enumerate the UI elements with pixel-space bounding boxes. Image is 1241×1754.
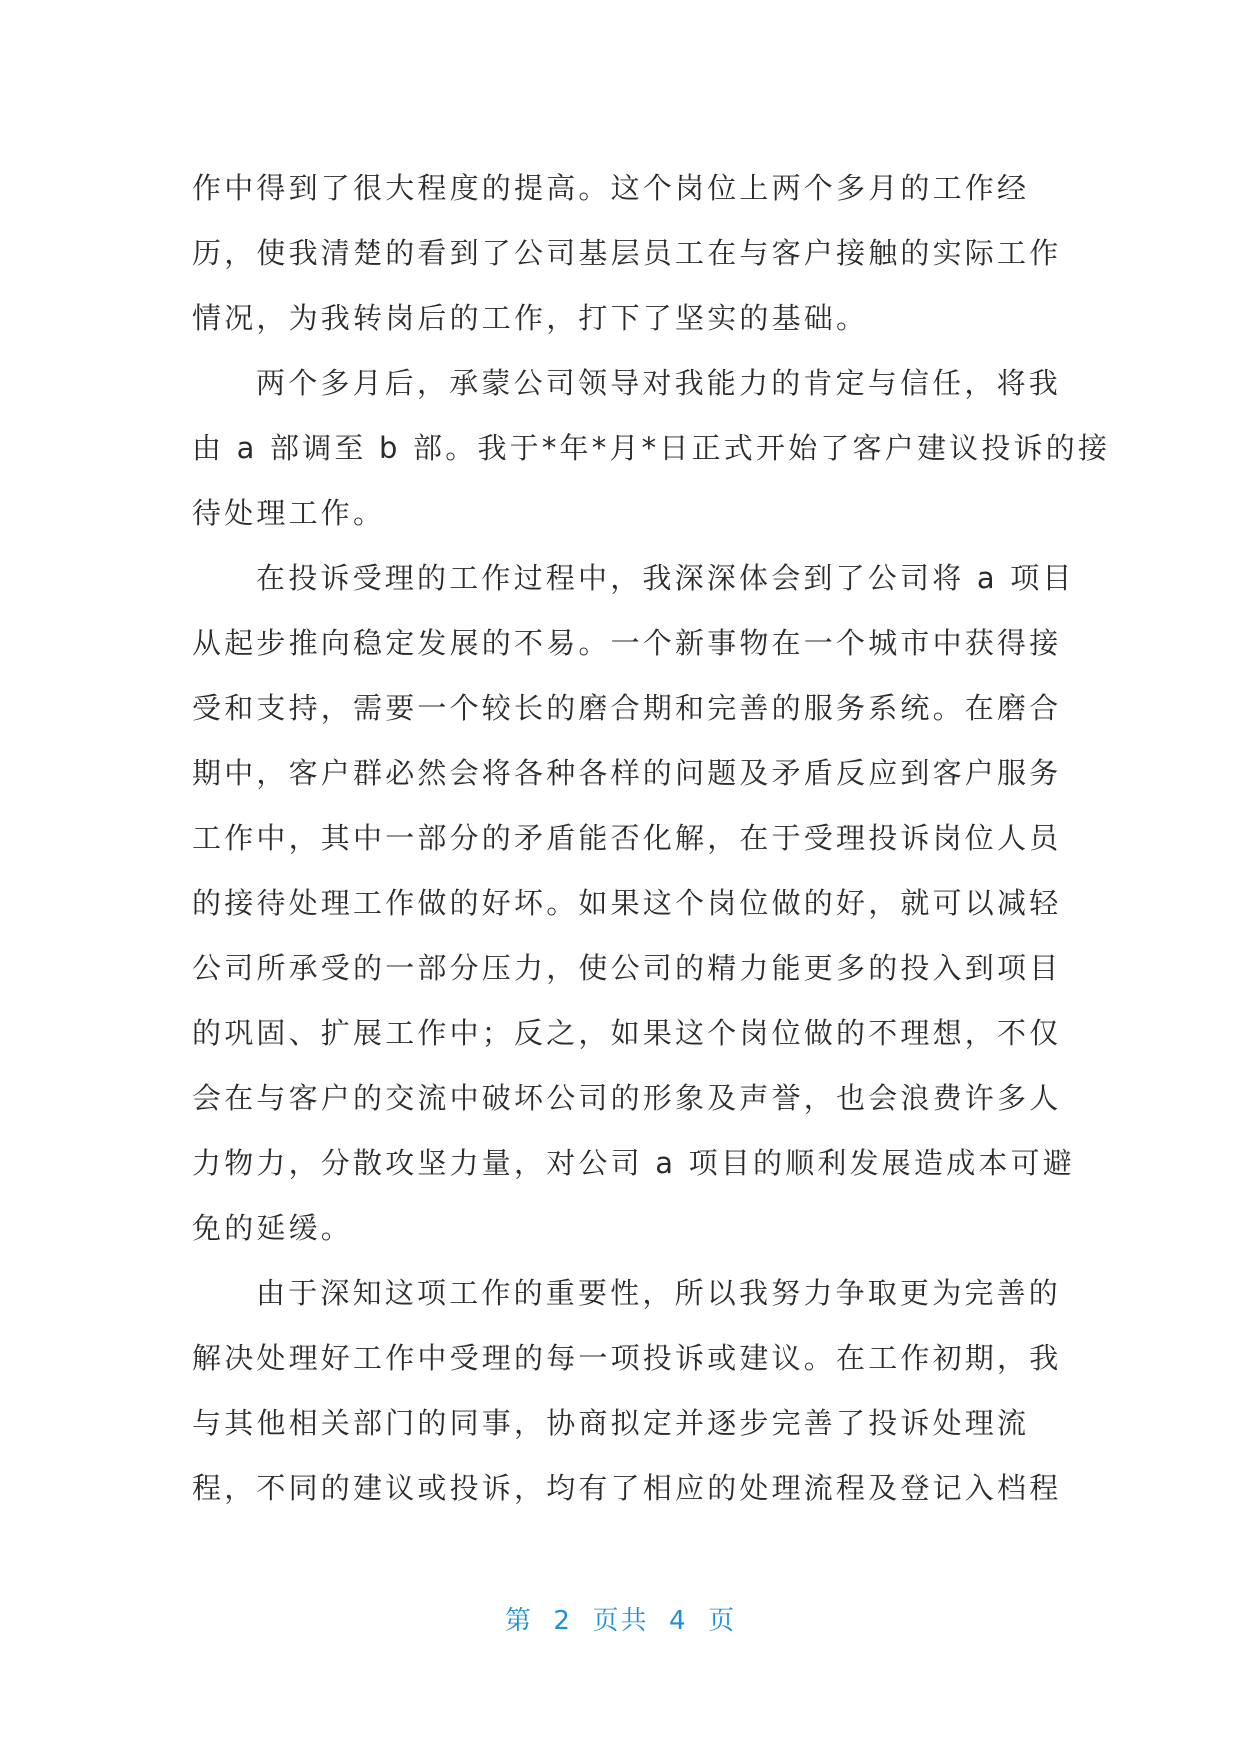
text-line: 期中，客户群必然会将各种各样的问题及矛盾反应到客户服务 (192, 756, 1062, 790)
text-line: 与其他相关部门的同事，协商拟定并逐步完善了投诉处理流 (192, 1406, 1030, 1440)
paragraph-start-line: 在投诉受理的工作过程中，我深深体会到了公司将 a 项目 (256, 561, 1075, 595)
text-line: 待处理工作。 (192, 496, 386, 530)
text-line: 受和支持，需要一个较长的磨合期和完善的服务系统。在磨合 (192, 691, 1062, 725)
paragraph-start-line: 两个多月后，承蒙公司领导对我能力的肯定与信任，将我 (256, 366, 1062, 400)
text-line: 历，使我清楚的看到了公司基层员工在与客户接触的实际工作 (192, 236, 1062, 270)
paragraph-start-line: 由于深知这项工作的重要性，所以我努力争取更为完善的 (256, 1276, 1062, 1310)
text-line: 情况，为我转岗后的工作，打下了坚实的基础。 (192, 301, 869, 335)
text-line: 的巩固、扩展工作中；反之，如果这个岗位做的不理想，不仅 (192, 1016, 1062, 1050)
text-line: 从起步推向稳定发展的不易。一个新事物在一个城市中获得接 (192, 626, 1062, 660)
text-line: 程，不同的建议或投诉，均有了相应的处理流程及登记入档程 (192, 1471, 1062, 1505)
text-line: 的接待处理工作做的好坏。如果这个岗位做的好，就可以减轻 (192, 886, 1062, 920)
text-line: 力物力，分散攻坚力量，对公司 a 项目的顺利发展造成本可避 (192, 1146, 1076, 1180)
text-line: 公司所承受的一部分压力，使公司的精力能更多的投入到项目 (192, 951, 1062, 985)
text-line: 免的延缓。 (192, 1211, 354, 1245)
text-line: 会在与客户的交流中破坏公司的形象及声誉，也会浪费许多人 (192, 1081, 1062, 1115)
text-line: 解决处理好工作中受理的每一项投诉或建议。在工作初期，我 (192, 1341, 1062, 1375)
body-text (192, 156, 1111, 1521)
text-line: 作中得到了很大程度的提高。这个岗位上两个多月的工作经 (192, 171, 1030, 205)
text-line: 工作中，其中一部分的矛盾能否化解，在于受理投诉岗位人员 (192, 821, 1062, 855)
text-line: 由 a 部调至 b 部。我于*年*月*日正式开始了客户建议投诉的接 (192, 431, 1111, 465)
page-number-footer: 第 2 页共 4 页 (504, 1606, 737, 1636)
